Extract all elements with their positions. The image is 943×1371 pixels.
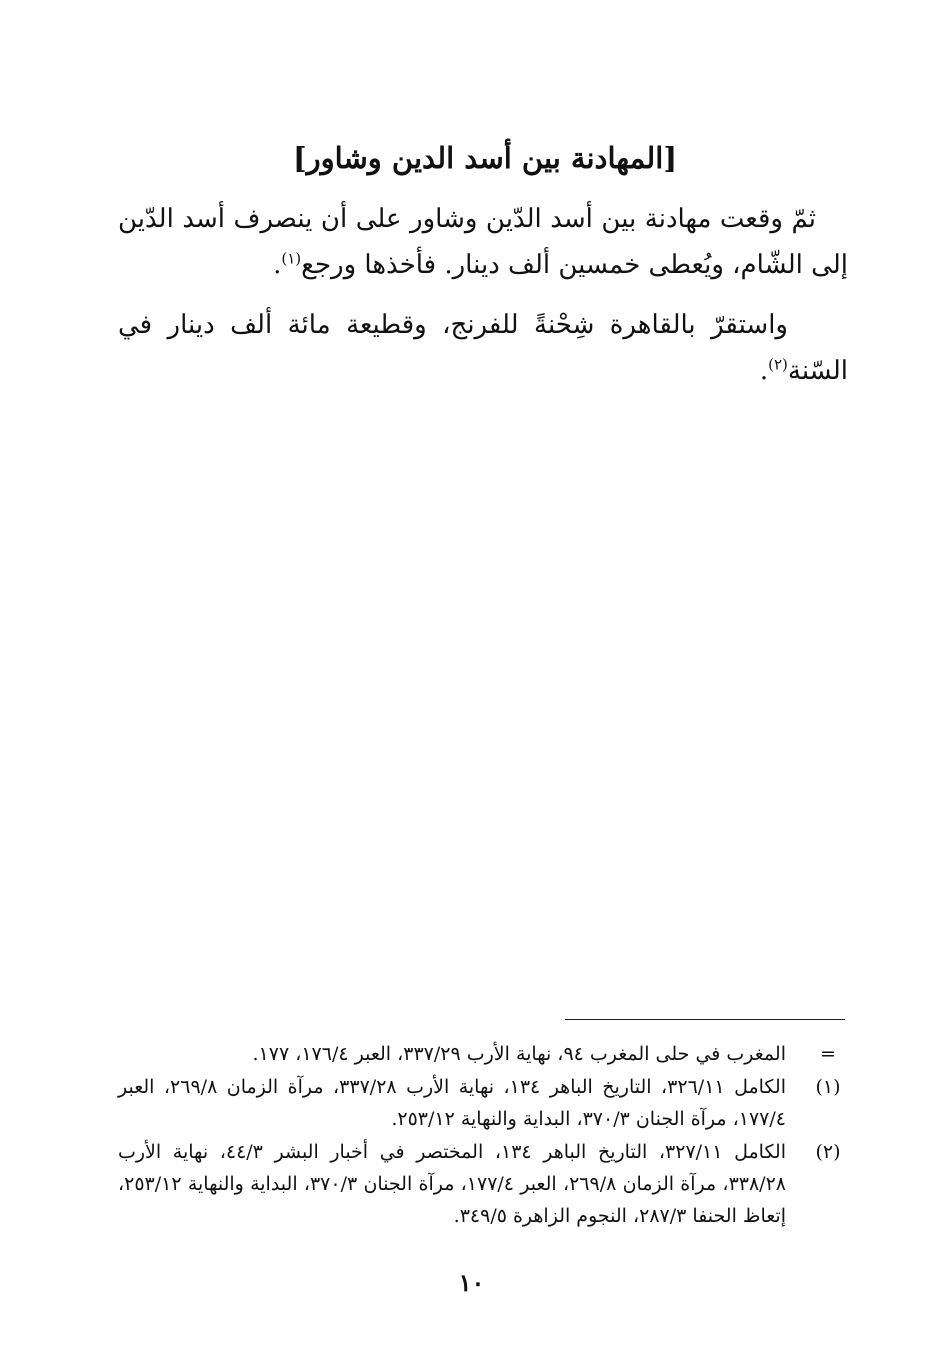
- footnote-marker: (١): [815, 1076, 841, 1098]
- footnote-marker: (٢): [815, 1141, 841, 1163]
- footnote-text: الكامل ٣٢٧/١١، التاريخ الباهر ١٣٤، المختصر في أخبار البشر ٤٤/٣، نهاية الأرب ٣٣٨/٢٨، مرآة الزمان ٢٦٩/٨، العبر ١٧٧/٤، مرآة الجنان ٣٧٠/٣، البداية والنهاية ٢٥٣/١٢، إتعاظ الحنفا ٢٨٧/٣، النجوم الزاهرة ٣٤٩/٥.: [118, 1141, 787, 1227]
- footnote-separator: [565, 1019, 845, 1020]
- section-heading: [المهادنة بين أسد الدين وشاور]: [292, 141, 678, 175]
- paragraph-1: [118, 196, 848, 288]
- footnote-reference-2[interactable]: (٢): [768, 355, 788, 374]
- footnote-marker: =: [820, 1043, 836, 1065]
- page-number: ١٠: [458, 1268, 485, 1297]
- body-text: [118, 196, 848, 394]
- paragraph-2-end: .: [759, 356, 769, 386]
- footnote-1: [118, 1071, 848, 1135]
- paragraph-2-text: واستقرّ بالقاهرة شِحْنةً للفرنج، وقطيعة مائة ألف دينار في السّنة: [118, 310, 848, 386]
- paragraph-1-end: .: [273, 250, 282, 280]
- footnote-2: [118, 1136, 848, 1232]
- footnote-continued: [118, 1038, 848, 1070]
- paragraph-1-text: ثمّ وقعت مهادنة بين أسد الدّين وشاور على أن ينصرف أسد الدّين إلى الشّام، ويُعطى خمسين ألف دينار. فأخذها ورجع: [118, 204, 848, 280]
- footnote-reference-1[interactable]: (١): [281, 249, 302, 268]
- paragraph-2: [118, 302, 848, 394]
- footnote-text: الكامل ٣٢٦/١١، التاريخ الباهر ١٣٤، نهاية الأرب ٣٣٧/٢٨، مرآة الزمان ٢٦٩/٨، العبر ١٧٧/٤، مرآة الجنان ٣٧٠/٣، البداية والنهاية ٢٥٣/١٢.: [118, 1076, 786, 1130]
- footnotes: [118, 1038, 848, 1233]
- footnote-text: المغرب في حلى المغرب ٩٤، نهاية الأرب ٣٣٧/٢٩، العبر ١٧٦/٤، ١٧٧.: [252, 1043, 786, 1065]
